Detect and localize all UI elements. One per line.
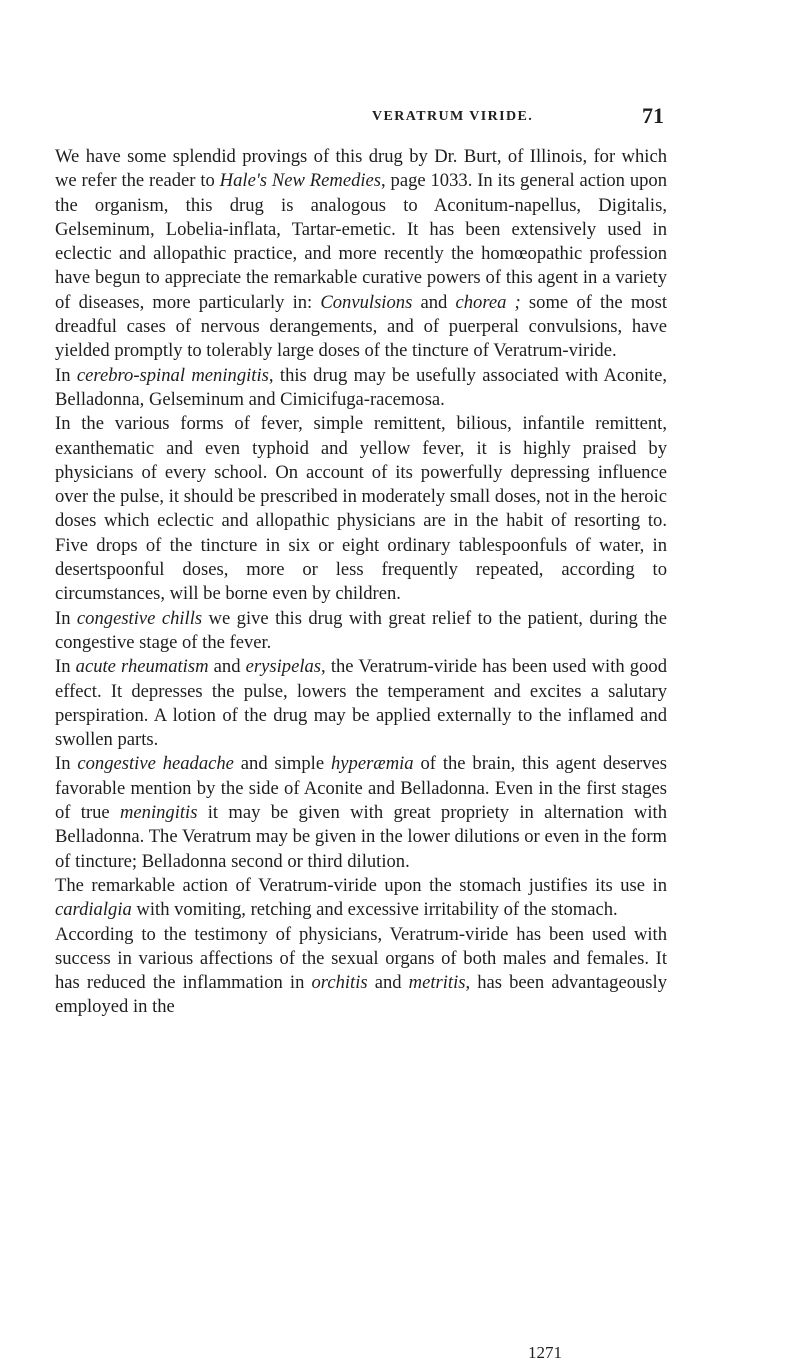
body-text [55,145,667,1020]
text-run: , this drug may be usefully associated with Aconite, Belladonna, Gelseminum and Cimicifuga-racemosa. [55,364,668,410]
paragraph [55,923,667,1020]
paragraph [55,655,667,752]
italic-term: erysipelas [245,656,322,678]
text-run: The remarkable action of Veratrum-viride upon the stomach justifies its use in [55,874,667,896]
text-run: and simple [233,753,331,775]
text-run: and [412,291,456,313]
text-run: , page 1033. In its general action upon the organism, this drug is analogous to Aconitum-napellus, Digitalis, Gelseminum, Lobelia-inflata, Tartar-emetic. It has been extensively used in eclectic and allopathic practice, and more recently the homœopathic profession have begun to appreciate the remarkable curative powers of this agent in a variety of diseases, more particularly in: [55,170,668,313]
italic-term: cerebro-spinal meningitis [76,364,269,386]
paragraph [55,364,667,413]
text-run: In [55,607,77,629]
text-run: it may be given with great propriety in alternation with Belladonna. The Veratrum may be given in the lower dilutions or even in the form of tincture; Belladonna second or third dilution. [55,802,667,872]
text-run: In [55,364,77,386]
text-run: of the brain, this agent deserves favorable mention by the side of Aconite and Belladonna. Even in the first stages of true [55,753,667,824]
running-title: VERATRUM VIRIDE. [372,109,534,124]
italic-term: meningitis [119,802,198,824]
text-run: we give this drug with great relief to the patient, during the congestive stage of the fever. [55,607,668,653]
text-run: , the Veratrum-viride has been used with good effect. It depresses the pulse, lowers the temperament and excites a salutary perspiration. A lotion of the drug may be applied externally to the inflamed and swollen parts. [55,656,667,751]
text-run: In the various forms of fever, simple remittent, bilious, infantile remittent, exanthematic and even typhoid and yellow fever, it is highly praised by physicians of every school. On account of its powerfully depressing influence over the pulse, it should be prescribed in moderately small doses, not in the heroic doses which eclectic and allopathic physicians are in the habit of resorting to. Five drops of the tincture in six or eight ordinary tablespoonfuls of water, in desertspoonful doses, more or less frequently repeated, according to circumstances, will be borne even by children. [55,413,667,605]
italic-term: congestive headache [77,753,234,775]
text-run: In [55,656,76,678]
text-run: , has been advantageously employed in the [55,972,667,1018]
paragraph [55,145,667,364]
text-run: and [208,656,246,678]
page-number: 71 [642,103,664,128]
italic-term: orchitis [311,972,368,994]
text-run: with vomiting, retching and excessive irritability of the stomach. [131,899,618,921]
italic-term: chorea ; [455,291,521,313]
paragraph [55,752,667,873]
running-head [0,103,800,133]
paragraph [55,412,667,606]
italic-term: hyperæmia [330,753,414,775]
text-run: According to the testimony of physicians, Veratrum-viride has been used with success in various affections of the sexual organs of both males and females. It has reduced the inflammation in [55,923,667,994]
paragraph [55,607,667,656]
text-run: and [367,972,409,994]
text-run: some of the most dreadful cases of nervous derangements, and of puerperal convulsions, have yielded promptly to tolerably large doses of the tincture of Veratrum-viride. [55,291,667,362]
italic-term: Hale's New Remedies [219,170,382,192]
text-run: In [55,753,78,775]
italic-term: cardialgia [55,899,132,921]
italic-term: acute rheumatism [75,656,209,678]
italic-term: metritis [408,972,466,994]
paragraph [55,874,667,923]
text-run: We have some splendid provings of this drug by Dr. Burt, of Illinois, for which we refer the reader to [55,146,667,192]
italic-term: Convulsions [320,291,413,313]
italic-term: congestive chills [76,607,203,629]
signature-mark: 1271 [528,1343,562,1362]
